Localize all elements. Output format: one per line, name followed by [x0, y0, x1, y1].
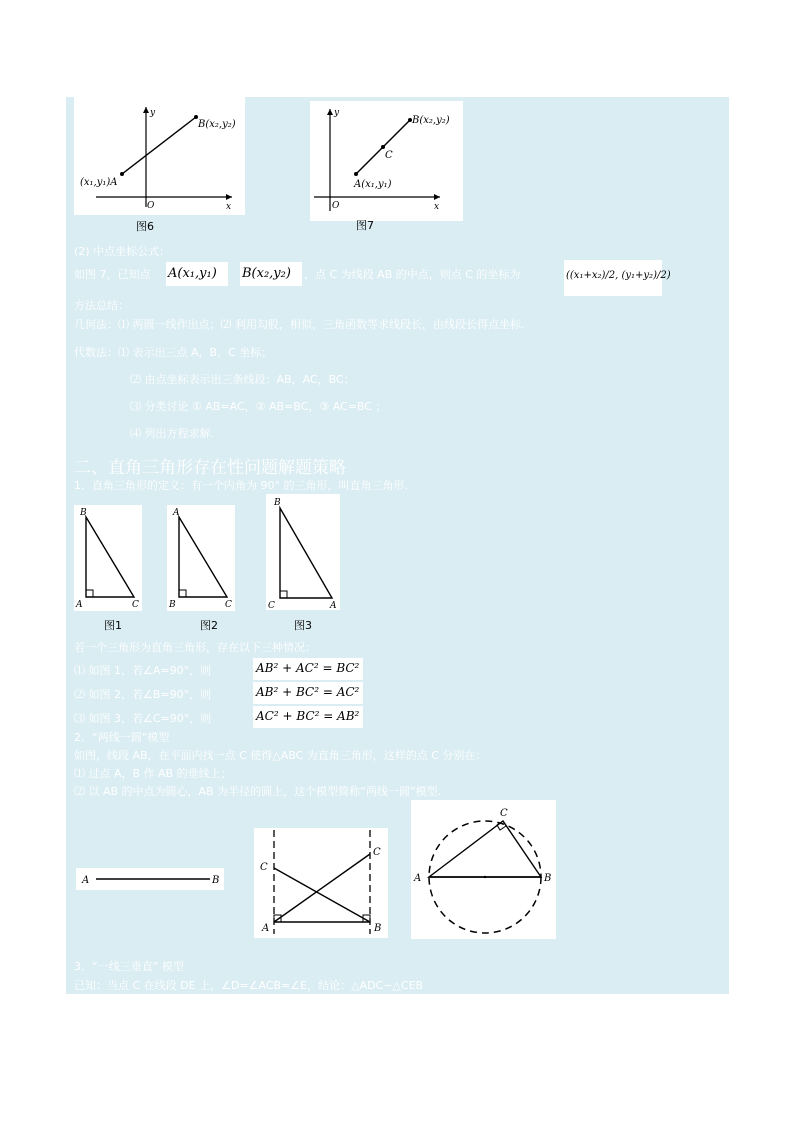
vertex-b: B	[169, 600, 176, 610]
segment-ab-svg	[76, 868, 224, 890]
right-triangle-definition: 1．直角三角形的定义：有一个内角为 90° 的三角形，叫直角三角形.	[74, 479, 408, 492]
figure-7-caption: 图7	[356, 219, 374, 232]
case-2-eq: AB² + BC² = AC²	[256, 685, 360, 699]
segment-ab	[122, 117, 196, 174]
triangle-figure-2	[167, 505, 235, 611]
vertex-c: C	[132, 600, 139, 610]
figure-6-graph	[74, 97, 245, 215]
origin-label: O	[332, 201, 340, 211]
figure-7-graph	[310, 101, 463, 221]
origin-label: O	[147, 201, 155, 211]
circle-a-label: A	[414, 873, 422, 884]
vertex-b: B	[274, 498, 281, 508]
vertex-a: A	[330, 601, 337, 610]
two-lines-b-label: B	[374, 923, 382, 934]
point-b-label: B(x₂,y₂)	[412, 115, 450, 126]
two-lines-figure	[254, 828, 388, 938]
triangle-figure-3	[266, 494, 340, 610]
y-label: y	[150, 108, 156, 118]
figure-6	[74, 97, 245, 215]
case-3: ⑶ 如图 3，若∠C=90°，则	[74, 712, 212, 725]
model-heading: 2．“两线一圆”模型	[74, 731, 170, 744]
cases-intro: 若一个三角形为直角三角形，存在以下三种情况：	[74, 641, 316, 654]
midpoint-formula: ((x₁+x₂)/2, (y₁+y₂)/2)	[566, 270, 671, 281]
point-a-math: A(x₁,y₁)	[168, 266, 217, 281]
method-algebra-1: 代数法：⑴ 表示出三点 A，B，C 坐标；	[74, 346, 273, 359]
section-2-heading: 二、直角三角形存在性问题解题策略	[74, 458, 346, 478]
left-c-label: C	[260, 862, 268, 873]
circle-c-label: C	[500, 808, 508, 819]
method-geometry: 几何法：⑴ 两圆一线作出点；⑵ 利用勾股，相似，三角函数等求线段长，由线段长得点坐标.	[74, 318, 525, 331]
circle-svg	[411, 800, 556, 939]
case-3-eq: AC² + BC² = AB²	[256, 709, 360, 723]
figure-3-caption: 图3	[294, 619, 312, 632]
segment-b-label: B	[212, 875, 220, 886]
two-lines-a-label: A	[262, 923, 270, 934]
triangle-figure-1	[74, 505, 142, 611]
point-b-math: B(x₂,y₂)	[242, 266, 291, 281]
method-algebra-3: ⑶ 分类讨论 ① AB=AC，② AB=BC，③ AC=BC ；	[130, 400, 387, 413]
triangle-2-svg	[167, 505, 235, 611]
model-line-3: ⑵ 以 AB 的中点为圆心，AB 为半径的圆上，这个模型简称“两线一圆”模型.	[74, 785, 442, 798]
segment-a-label: A	[82, 875, 90, 886]
triangle-3-svg	[266, 494, 340, 610]
content-panel	[66, 97, 729, 994]
vertex-b: B	[80, 508, 87, 518]
y-label: y	[334, 108, 340, 118]
model3-heading: 3．“一线三垂直” 模型	[74, 960, 184, 973]
model3-line-1: 已知：当点 C 在线段 DE 上，∠D=∠ACB=∠E，结论：△ADC∽△CEB	[74, 979, 424, 992]
point-b-label: B(x₂,y₂)	[198, 119, 236, 130]
case-1-eq: AB² + AC² = BC²	[256, 661, 360, 675]
midpoint-line-mid: ，点 C 为线段 AB 的中点，则点 C 的坐标为	[304, 268, 521, 281]
x-label: x	[226, 202, 232, 212]
triangle-1-svg	[74, 505, 142, 611]
segment-ab-figure	[76, 868, 224, 890]
vertex-c: C	[225, 600, 232, 610]
method-algebra-4: ⑷ 列出方程求解.	[130, 427, 214, 440]
method-title: 方法总结：	[74, 299, 129, 312]
method-algebra-2: ⑵ 由点坐标表示出三条线段：AB，AC，BC；	[130, 373, 355, 386]
case-1: ⑴ 如图 1，若∠A=90°，则	[74, 664, 212, 677]
model-line-2: ⑴ 过点 A，B 作 AB 的垂线上；	[74, 767, 232, 780]
vertex-c: C	[268, 601, 275, 610]
model-line-1: 如图，线段 AB，在平面内找一点 C 使得△ABC 为直角三角形，这样的点 C 分别在：	[74, 749, 487, 762]
x-label: x	[434, 202, 440, 212]
figure-6-caption: 图6	[136, 220, 154, 233]
right-c-label: C	[373, 847, 381, 858]
case-2: ⑵ 如图 2，若∠B=90°，则	[74, 688, 212, 701]
point-a-label: (x₁,y₁)A	[80, 177, 118, 188]
circle-b-label: B	[544, 873, 552, 884]
circle-figure	[411, 800, 556, 939]
point-c-label: C	[385, 150, 393, 161]
midpoint-heading: (2) 中点坐标公式：	[74, 245, 171, 258]
midpoint-line-prefix: 如图 7，已知点	[74, 268, 151, 281]
point-a-label: A(x₁,y₁)	[354, 179, 392, 190]
figure-2-caption: 图2	[200, 619, 218, 632]
two-lines-svg	[254, 828, 388, 938]
vertex-a: A	[173, 508, 180, 518]
figure-7	[310, 101, 463, 221]
vertex-a: A	[76, 600, 83, 610]
figure-1-caption: 图1	[104, 619, 122, 632]
